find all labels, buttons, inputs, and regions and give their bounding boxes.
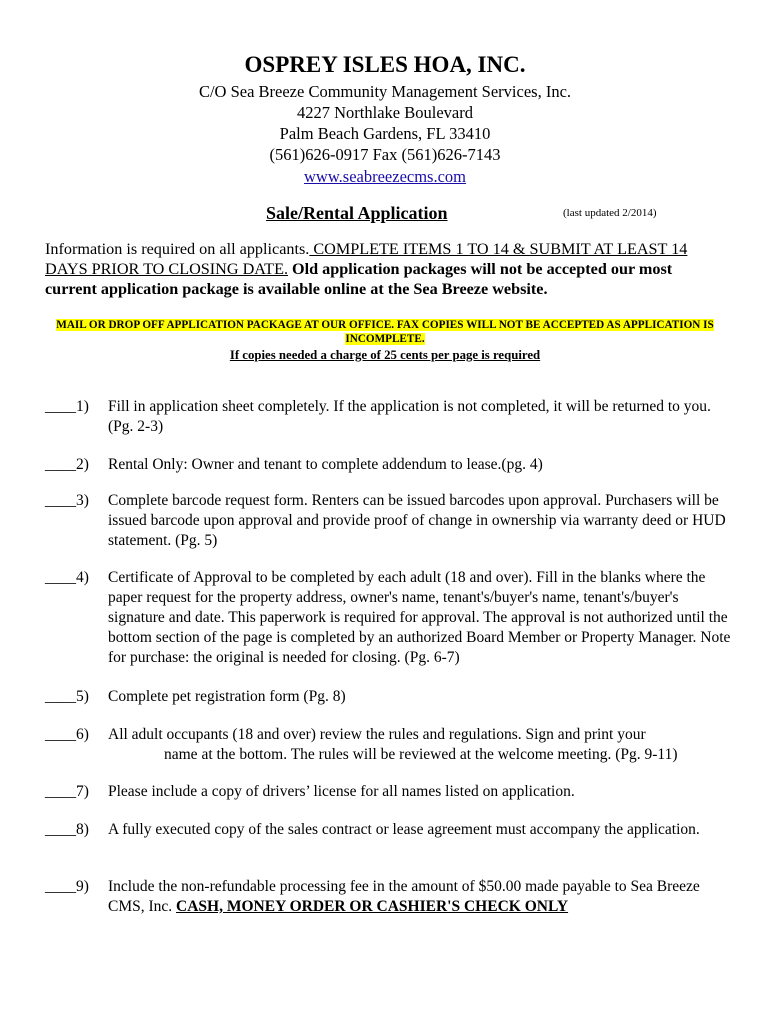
checklist-item	[45, 782, 735, 802]
checklist-item	[45, 455, 735, 475]
checklist-item	[45, 820, 735, 840]
payment-methods: CASH, MONEY ORDER OR CASHIER'S CHECK ONLY	[176, 898, 569, 915]
checklist-item	[45, 877, 735, 917]
care-of-line: C/O Sea Breeze Community Management Services, Inc.	[198, 82, 572, 101]
form-title: Sale/Rental Application	[266, 203, 448, 223]
item-number: ____3)	[45, 492, 89, 509]
intro-lead: Information is required on all applicants.	[45, 240, 310, 258]
item-text-regular: Include the non-refundable processing fee in the amount of $50.00 made payable to Sea Breeze CMS, Inc.	[108, 878, 700, 915]
city-line: Palm Beach Gardens, FL 33410	[279, 124, 491, 143]
copies-charge-note: If copies needed a charge of 25 cents per page is required	[229, 348, 541, 362]
item-number: ____7)	[45, 783, 89, 800]
item-text: A fully executed copy of the sales contract or lease agreement must accompany the application.	[108, 821, 700, 838]
item-number: ____6)	[45, 726, 89, 743]
item-text: Please include a copy of drivers’ license for all names listed on application.	[108, 783, 575, 800]
item-number: ____1)	[45, 398, 89, 415]
item-text: Fill in application sheet completely. If the application is not completed, it will be returned to you. (Pg. 2-3)	[108, 398, 711, 435]
item-text	[108, 877, 735, 917]
org-title: OSPREY ISLES HOA, INC.	[244, 52, 526, 77]
checklist-item	[45, 687, 735, 707]
mail-notice-highlight: MAIL OR DROP OFF APPLICATION PACKAGE AT OUR OFFICE. FAX COPIES WILL NOT BE ACCEPTED AS APPLICATION IS INCOMPLETE.	[56, 319, 714, 345]
item-text: Rental Only: Owner and tenant to complete addendum to lease.(pg. 4)	[108, 456, 543, 473]
phone-fax-line: (561)626-0917 Fax (561)626-7143	[269, 145, 501, 164]
intro-bold: Old application packages will not be accepted our most current application package is available online at the Sea Breeze website.	[45, 260, 673, 298]
checklist-item	[45, 568, 735, 668]
street-line: 4227 Northlake Boulevard	[297, 103, 473, 122]
intro-underlined: COMPLETE ITEMS 1 TO 14 & SUBMIT AT LEAST 14 DAYS PRIOR TO CLOSING DATE.	[45, 240, 688, 278]
item-text: Complete pet registration form (Pg. 8)	[108, 688, 346, 705]
item-number: ____9)	[45, 878, 89, 895]
intro-paragraph	[45, 239, 725, 299]
website-link[interactable]: www.seabreezecms.com	[303, 167, 467, 186]
item-number: ____4)	[45, 569, 89, 586]
item-text: Complete barcode request form. Renters can be issued barcodes upon approval. Purchasers will be issued barcode upon approval and provide proof of change in ownership via warranty deed or HUD statement. (Pg. 5)	[108, 492, 726, 549]
checklist-item	[45, 491, 735, 551]
item-text: Certificate of Approval to be completed by each adult (18 and over). Fill in the blanks where the paper request for the property address, owner's name, tenant's/buyer's name, tenant's/buyer's signature and date. This paperwork is required for approval. The approval is not authorized until the bottom section of the page is completed by an authorized Board Member or Property Manager. Note for purchase: the original is needed for closing. (Pg. 6-7)	[108, 569, 731, 666]
last-updated: (last updated 2/2014)	[563, 207, 657, 219]
mail-notice	[45, 318, 725, 346]
item-number: ____2)	[45, 456, 89, 473]
checklist-item	[45, 397, 735, 437]
item-number: ____5)	[45, 688, 89, 705]
checklist-item	[45, 725, 735, 765]
item-number: ____8)	[45, 821, 89, 838]
item-text-line1: All adult occupants (18 and over) review the rules and regulations. Sign and print your	[108, 726, 646, 743]
item-text-line2: name at the bottom. The rules will be reviewed at the welcome meeting. (Pg. 9-11)	[164, 746, 678, 763]
website-row	[0, 166, 770, 187]
